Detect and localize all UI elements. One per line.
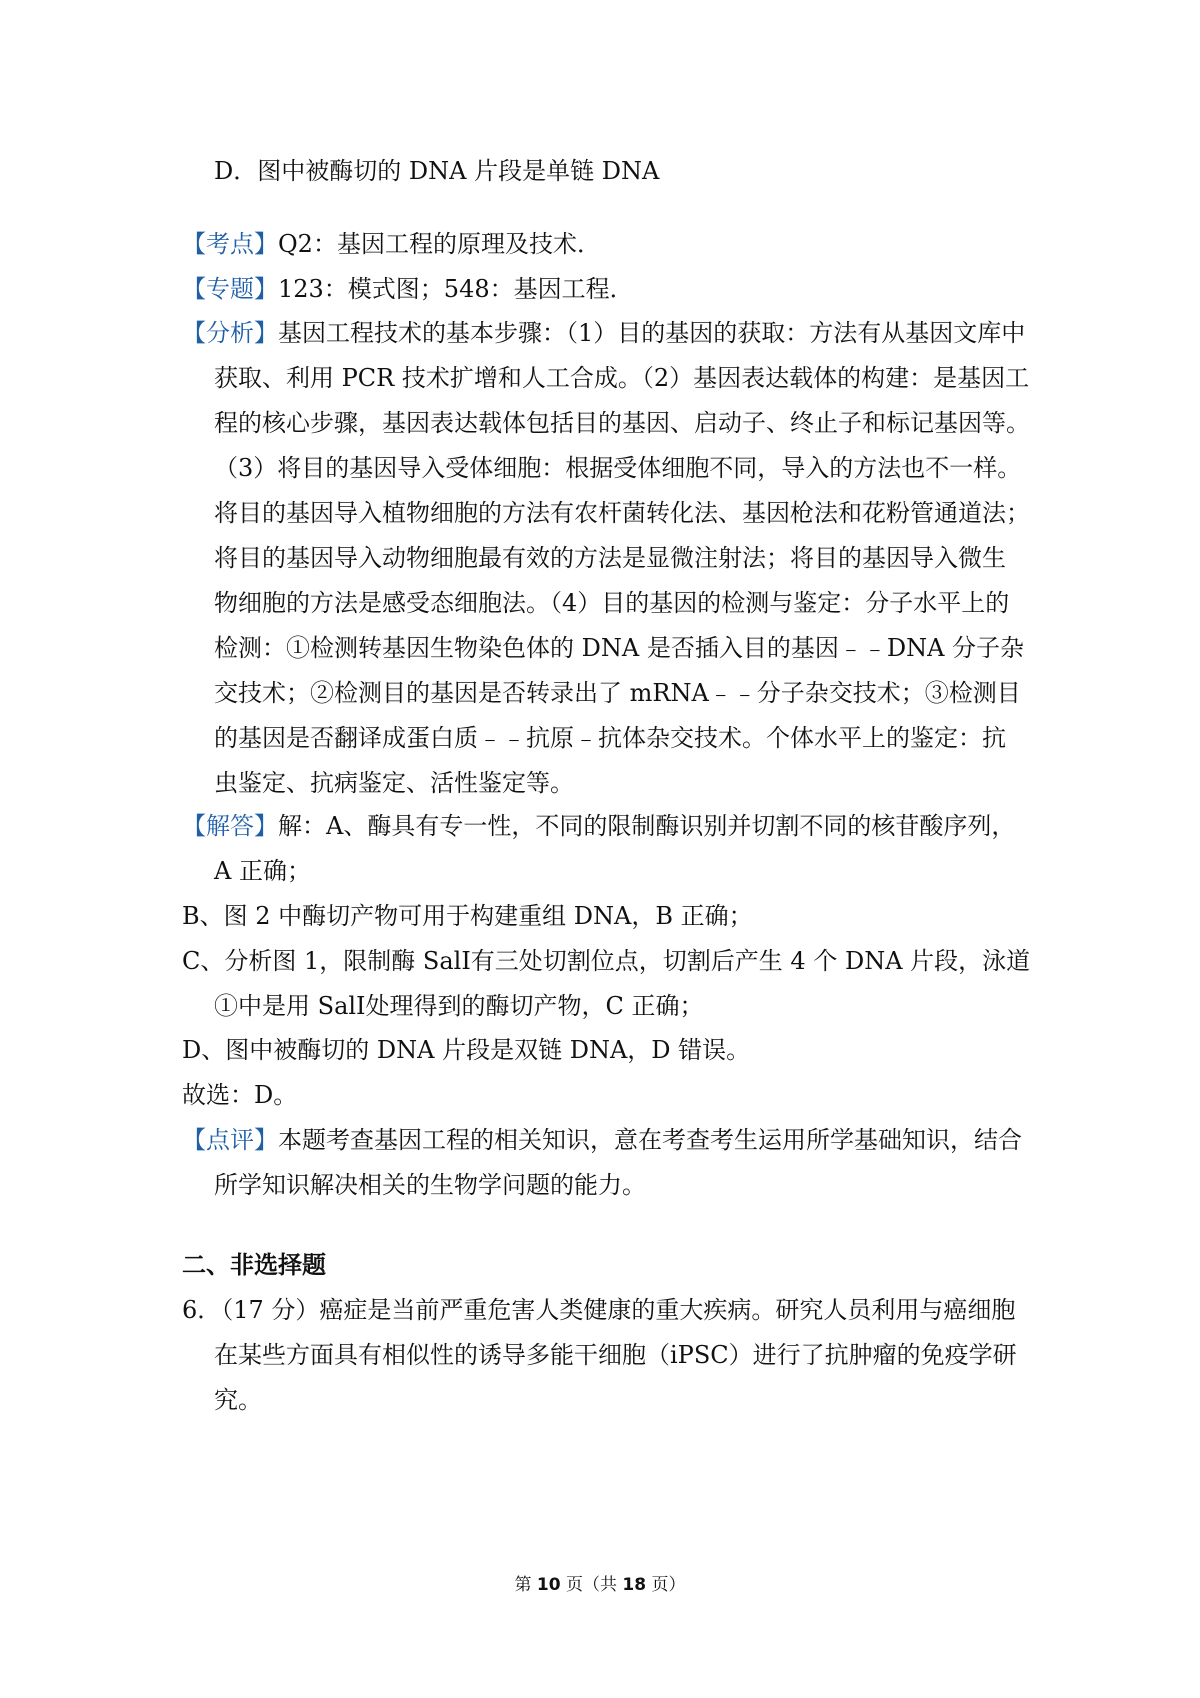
footer-prefix: 第 xyxy=(514,1575,532,1595)
jieda-c-cont: ①中是用 SalⅠ处理得到的酶切产物，C 正确； xyxy=(214,992,704,1020)
kaodian-tag: 【考点】 xyxy=(182,230,278,258)
section-title: 二、非选择题 xyxy=(182,1251,326,1279)
dianping-line xyxy=(182,1125,1022,1155)
jieda-b: B、图 2 中酶切产物可用于构建重组 DNA，B 正确； xyxy=(182,902,753,930)
fenxi-line-2: 程的核心步骤，基因表达载体包括目的基因、启动子、终止子和标记基因等。 xyxy=(214,409,1030,437)
jieda-tag: 【解答】 xyxy=(182,812,278,840)
fenxi-line-8: 交技术；②检测目的基因是否转录出了 mRNA﹣﹣分子杂交技术；③检测目 xyxy=(214,679,1021,707)
dianping-second: 所学知识解决相关的生物学问题的能力。 xyxy=(214,1171,646,1199)
page-footer xyxy=(0,1574,1200,1596)
question6-first: 6．（17 分）癌症是当前严重危害人类健康的重大疾病。研究人员利用与癌细胞 xyxy=(182,1296,1016,1324)
kaodian-text: Q2：基因工程的原理及技术． xyxy=(278,230,601,258)
jieda-line xyxy=(182,811,1015,841)
fenxi-line-9: 的基因是否翻译成蛋白质﹣﹣抗原﹣抗体杂交技术。个体水平上的鉴定：抗 xyxy=(214,724,1006,752)
fenxi-line-3: （3）将目的基因导入受体细胞：根据受体细胞不同，导入的方法也不一样。 xyxy=(214,454,1022,482)
option-d: D．图中被酶切的 DNA 片段是单链 DNA xyxy=(214,157,660,185)
fenxi-tag: 【分析】 xyxy=(182,319,278,347)
zhuanti-text: 123：模式图；548：基因工程． xyxy=(278,275,634,303)
jieda-d: D、图中被酶切的 DNA 片段是双链 DNA，D 错误。 xyxy=(182,1036,751,1064)
fenxi-line-1: 获取、利用 PCR 技术扩增和人工合成。（2）基因表达载体的构建：是基因工 xyxy=(214,364,1030,392)
fenxi-line-5: 将目的基因导入动物细胞最有效的方法是显微注射法；将目的基因导入微生 xyxy=(214,544,1006,572)
footer-total-pages: 18 xyxy=(622,1575,647,1595)
fenxi-line-10: 虫鉴定、抗病鉴定、活性鉴定等。 xyxy=(214,769,574,797)
jieda-choice: 故选：D。 xyxy=(182,1081,298,1109)
jieda-a-cont: A 正确； xyxy=(214,857,311,885)
fenxi-first: 基因工程技术的基本步骤：（1）目的基因的获取：方法有从基因文库中 xyxy=(278,319,1026,347)
fenxi-line-7: 检测：①检测转基因生物染色体的 DNA 是否插入目的基因﹣﹣DNA 分子杂 xyxy=(214,634,1025,662)
fenxi-line-4: 将目的基因导入植物细胞的方法有农杆菌转化法、基因枪法和花粉管通道法； xyxy=(214,499,1030,527)
jieda-first: 解：A、酶具有专一性，不同的限制酶识别并切割不同的核苷酸序列， xyxy=(278,812,1016,840)
dianping-first: 本题考查基因工程的相关知识，意在考查考生运用所学基础知识，结合 xyxy=(278,1126,1022,1154)
footer-page-number: 10 xyxy=(536,1575,561,1595)
zhuanti-tag: 【专题】 xyxy=(182,275,278,303)
footer-mid: 页（共 xyxy=(566,1575,617,1595)
question6-second: 在某些方面具有相似性的诱导多能干细胞（iPSC）进行了抗肿瘤的免疫学研 xyxy=(214,1341,1017,1369)
question6-third: 究。 xyxy=(214,1386,262,1414)
dianping-tag: 【点评】 xyxy=(182,1126,278,1154)
jieda-c: C、分析图 1，限制酶 SalⅠ有三处切割位点，切割后产生 4 个 DNA 片段，泳道 xyxy=(182,947,1031,975)
zhuanti-line xyxy=(182,274,634,304)
fenxi-line-6: 物细胞的方法是感受态细胞法。（4）目的基因的检测与鉴定：分子水平上的 xyxy=(214,589,1010,617)
fenxi-line xyxy=(182,318,1025,348)
footer-suffix: 页） xyxy=(651,1575,686,1595)
kaodian-line xyxy=(182,229,601,259)
